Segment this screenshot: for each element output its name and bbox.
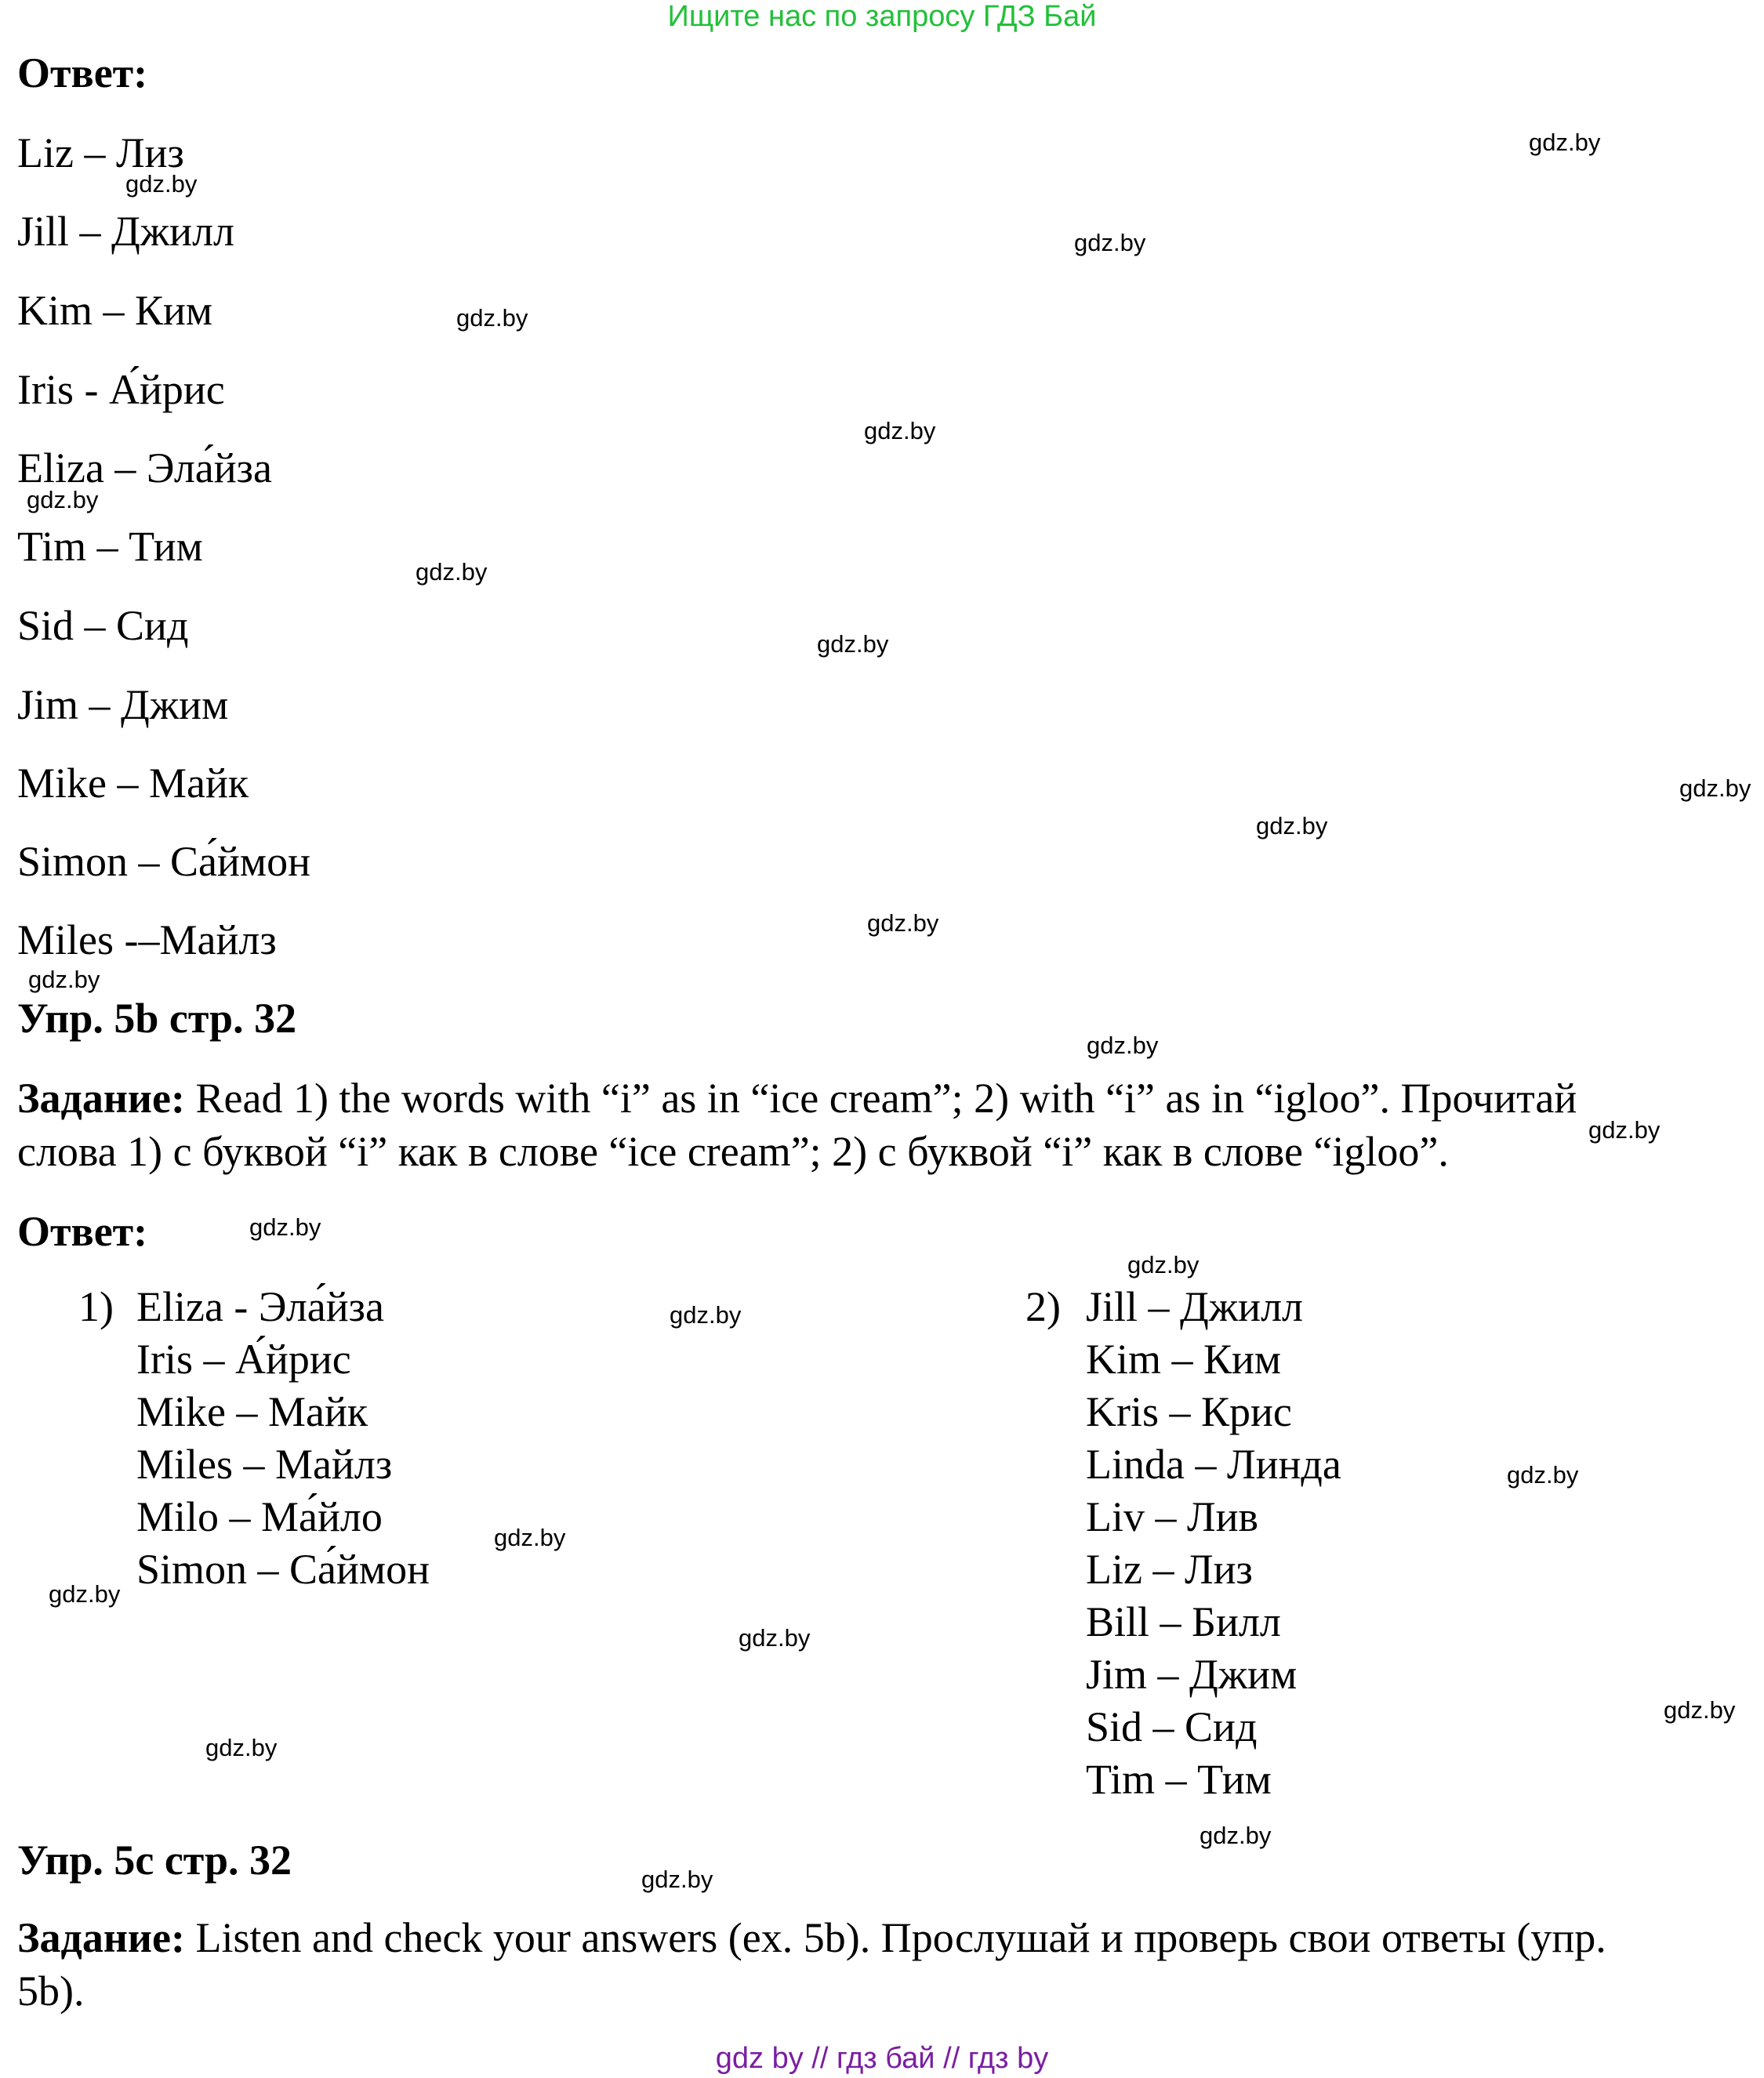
list-item: Jim – Джим — [17, 681, 229, 728]
watermark: gdz.by — [817, 630, 889, 658]
watermark: gdz.by — [1087, 1032, 1159, 1059]
list-item: Tim – Тим — [17, 523, 203, 570]
answer-heading: Ответ: — [17, 49, 148, 96]
watermark: gdz.by — [125, 170, 198, 198]
watermark: gdz.by — [205, 1734, 278, 1761]
watermark: gdz.by — [1679, 774, 1751, 802]
list-item: Jim – Джим — [1086, 1651, 1298, 1698]
list-item: Tim – Тим — [1086, 1756, 1272, 1803]
list-item: Jill – Джилл — [17, 208, 234, 255]
watermark: gdz.by — [1507, 1461, 1579, 1489]
task-label: Задание: — [17, 1075, 185, 1122]
list-item: Sid – Сид — [1086, 1703, 1258, 1750]
task-text-line2: слова 1) с буквой “i” как в слове “ice cream”; 2) с буквой “i” как в слове “igloo”. — [17, 1128, 1449, 1175]
footer-links: gdz by // гдз бай // гдз by — [715, 2042, 1049, 2075]
list-item: Liz – Лиз — [17, 129, 184, 176]
list-item: Kim – Ким — [1086, 1336, 1282, 1383]
list-item: Kim – Ким — [17, 287, 213, 334]
list-item: Kris – Крис — [1086, 1388, 1292, 1435]
list-item: Liz – Лиз — [1086, 1546, 1253, 1593]
watermark: gdz.by — [1074, 229, 1146, 256]
watermark: gdz.by — [739, 1624, 811, 1652]
watermark: gdz.by — [864, 417, 936, 444]
watermark: gdz.by — [28, 966, 100, 993]
exercise-5b-task — [17, 1072, 1742, 1178]
watermark: gdz.by — [1127, 1251, 1200, 1278]
list-item: Miles -–Майлз — [17, 916, 277, 963]
task-text-line1: Read 1) the words with “i” as in “ice cream”; 2) with “i” as in “igloo”. Прочитай — [185, 1075, 1577, 1122]
list-item: Iris – А́йрис — [136, 1336, 351, 1383]
watermark: gdz.by — [641, 1866, 713, 1893]
list-item: Liv – Лив — [1086, 1493, 1259, 1540]
task-text-line1: Listen and check your answers (ex. 5b). Прослушай и проверь свои ответы (упр. — [185, 1914, 1606, 1961]
list-item: Sid – Сид — [17, 602, 189, 649]
list-item: Milo – Ма́йло — [136, 1493, 383, 1540]
list-item: Mike – Майк — [136, 1388, 368, 1435]
watermark: gdz.by — [456, 304, 528, 332]
list-item: Miles – Майлз — [136, 1441, 393, 1488]
list-item: Jill – Джилл — [1086, 1283, 1303, 1330]
list-item: Simon – Са́ймон — [136, 1546, 430, 1593]
task-text-line2: 5b). — [17, 1967, 85, 2015]
watermark: gdz.by — [1529, 129, 1601, 156]
task-label: Задание: — [17, 1914, 185, 1961]
list-item: Mike – Майк — [17, 760, 249, 807]
watermark: gdz.by — [1664, 1696, 1736, 1724]
top-banner: Ищите нас по запросу ГДЗ Бай — [667, 0, 1097, 33]
watermark: gdz.by — [1200, 1822, 1272, 1849]
watermark: gdz.by — [670, 1301, 742, 1329]
watermark: gdz.by — [1256, 812, 1328, 840]
list-item: Eliza – Эла́йза — [17, 444, 272, 491]
exercise-5b-heading: Упр. 5b стр. 32 — [17, 995, 297, 1042]
list-item: Iris - А́йрис — [17, 366, 225, 413]
watermark: gdz.by — [49, 1580, 121, 1608]
watermark: gdz.by — [1588, 1116, 1661, 1144]
list-item: Simon – Са́ймон — [17, 838, 310, 885]
column-2-number: 2) — [1025, 1283, 1061, 1330]
watermark: gdz.by — [249, 1213, 321, 1241]
column-1-number: 1) — [78, 1283, 114, 1330]
watermark: gdz.by — [416, 558, 488, 586]
watermark: gdz.by — [867, 909, 939, 937]
watermark: gdz.by — [27, 486, 99, 513]
watermark: gdz.by — [494, 1524, 566, 1551]
exercise-5b-answer-heading: Ответ: — [17, 1208, 148, 1255]
list-item: Eliza - Эла́йза — [136, 1283, 384, 1330]
exercise-5c-heading: Упр. 5c стр. 32 — [17, 1837, 292, 1884]
exercise-5c-task — [17, 1911, 1742, 2018]
list-item: Linda – Линда — [1086, 1441, 1341, 1488]
list-item: Bill – Билл — [1086, 1598, 1281, 1645]
